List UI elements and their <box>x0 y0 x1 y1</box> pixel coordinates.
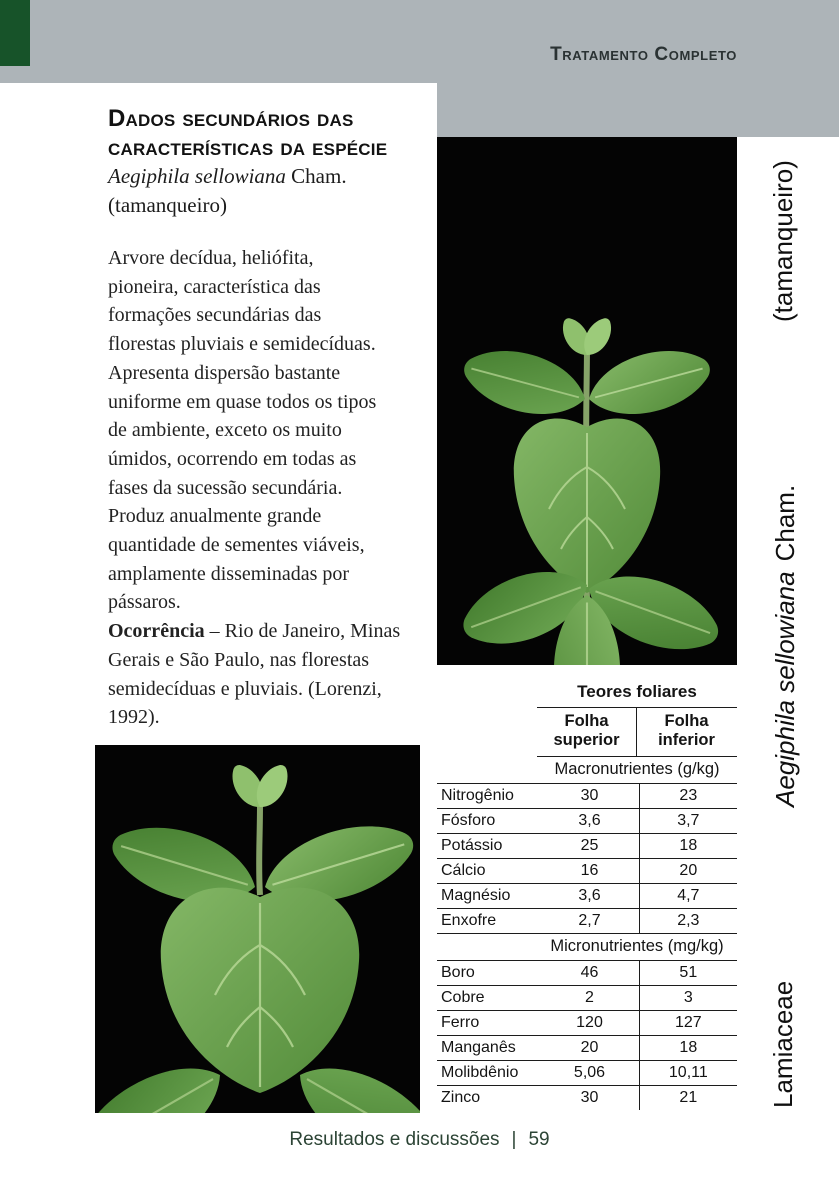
table-row <box>437 1011 737 1036</box>
running-head: Tratamento Completo <box>550 44 737 65</box>
paragraph-line: úmidos, ocorrendo em todas as <box>108 447 357 470</box>
foliar-table <box>437 682 737 1110</box>
value-folha-superior: 46 <box>580 964 599 981</box>
paragraph-line: Produz anualmente grande <box>108 505 322 528</box>
nutrient-label: Fósforo <box>441 812 496 829</box>
nutrient-label: Enxofre <box>441 912 497 929</box>
occurrence-text: – Rio de Janeiro, Minas <box>204 620 401 643</box>
macronutrients-header: Macronutrientes (g/kg) <box>554 760 720 778</box>
micronutrients-header: Micronutrientes (mg/kg) <box>550 937 724 955</box>
value-folha-superior: 30 <box>580 1089 599 1106</box>
footer-page-number: 59 <box>528 1129 550 1150</box>
table-row <box>437 884 737 909</box>
table-row <box>437 1086 737 1110</box>
table-row <box>437 1036 737 1061</box>
value-folha-inferior: 3,7 <box>639 809 737 833</box>
occurrence-line: semidecíduas e pluviais. (Lorenzi, <box>108 677 382 700</box>
macronutrient-rows <box>437 784 737 934</box>
margin-common-name: (tamanqueiro) <box>768 160 798 322</box>
column-header-inferior: Folha inferior <box>636 708 736 756</box>
table-row <box>437 834 737 859</box>
nutrient-label: Ferro <box>441 1014 480 1031</box>
margin-species-italic: Aegiphila sellowiana <box>770 571 800 807</box>
nutrient-label: Cobre <box>441 989 485 1006</box>
table-row <box>437 961 737 986</box>
table-header-row <box>437 708 737 756</box>
plant-illustration <box>437 137 737 665</box>
header-spacer <box>437 708 537 756</box>
left-text-column <box>108 104 448 732</box>
value-folha-superior: 16 <box>580 862 599 879</box>
table-title: Teores foliares <box>577 682 697 701</box>
paragraph-line: formações secundárias das <box>108 304 322 327</box>
occurrence-line: Gerais e São Paulo, nas florestas <box>108 648 370 671</box>
header-band-right-extension <box>437 83 839 137</box>
footer-separator: | <box>511 1129 517 1150</box>
paragraph-line: de ambiente, exceto os muito <box>108 419 342 442</box>
occurrence-line <box>108 617 448 646</box>
description-paragraph <box>108 244 448 732</box>
margin-family-name: Lamiaceae <box>768 980 798 1108</box>
paragraph-line: Arvore decídua, heliófita, <box>108 247 314 269</box>
paragraph-line: florestas pluviais e semidecíduas. <box>108 333 376 356</box>
nutrient-label: Nitrogênio <box>441 787 514 804</box>
nutrient-label: Potássio <box>441 837 503 854</box>
value-folha-superior: 2,7 <box>578 912 601 929</box>
section-heading: Dados secundários das características da espécie <box>108 105 388 161</box>
value-folha-superior: 120 <box>576 1014 603 1031</box>
footer-section-label: Resultados e discussões <box>289 1129 500 1150</box>
header-band <box>0 0 839 83</box>
value-folha-inferior: 127 <box>639 1011 737 1035</box>
value-folha-superior: 20 <box>580 1039 599 1056</box>
value-folha-inferior: 20 <box>639 859 737 883</box>
value-folha-inferior: 4,7 <box>639 884 737 908</box>
value-folha-inferior: 51 <box>639 961 737 985</box>
margin-species-author: Cham. <box>770 484 800 562</box>
table-row <box>437 986 737 1011</box>
value-folha-inferior: 3 <box>639 986 737 1010</box>
paragraph-line: pioneira, característica das <box>108 275 321 298</box>
nutrient-label: Molibdênio <box>441 1064 519 1081</box>
value-folha-superior: 5,06 <box>573 1064 606 1081</box>
nutrient-label: Boro <box>441 964 475 981</box>
table-row <box>437 809 737 834</box>
corner-tab <box>0 0 30 66</box>
plant-illustration <box>95 745 420 1113</box>
plant-photo-bottom <box>95 745 420 1113</box>
margin-species-name <box>769 485 801 807</box>
table-row <box>437 859 737 884</box>
value-folha-superior: 25 <box>580 837 599 854</box>
value-folha-inferior: 2,3 <box>639 909 737 933</box>
nutrient-label: Magnésio <box>441 887 511 904</box>
value-folha-superior: 2 <box>585 989 594 1006</box>
species-author: Cham. <box>291 164 347 188</box>
species-name: Aegiphila sellowiana <box>108 164 286 188</box>
table-row <box>437 909 737 934</box>
value-folha-inferior: 23 <box>639 784 737 808</box>
micronutrient-rows <box>437 961 737 1110</box>
table-row <box>437 784 737 809</box>
paragraph-line: fases da sucessão secundária. <box>108 476 343 499</box>
value-folha-inferior: 18 <box>639 1036 737 1060</box>
value-folha-superior: 3,6 <box>578 887 601 904</box>
occurrence-label: Ocorrência <box>108 620 205 643</box>
paragraph-line: pássaros. <box>108 591 181 614</box>
value-folha-superior: 3,6 <box>578 812 601 829</box>
paragraph-line: uniforme em quase todos os tipos <box>108 390 377 413</box>
column-header-superior: Folha superior <box>553 712 620 749</box>
table-row <box>437 1061 737 1086</box>
value-folha-inferior: 21 <box>639 1086 737 1110</box>
page-footer <box>0 1129 839 1151</box>
nutrient-label: Cálcio <box>441 862 486 879</box>
nutrient-label: Manganês <box>441 1039 516 1056</box>
paragraph-line: amplamente disseminadas por <box>108 562 350 585</box>
paragraph-line: quantidade de sementes viáveis, <box>108 534 365 557</box>
value-folha-inferior: 18 <box>639 834 737 858</box>
paragraph-line: Apresenta dispersão bastante <box>108 361 341 384</box>
nutrient-label: Zinco <box>441 1089 481 1106</box>
value-folha-inferior: 10,11 <box>639 1061 737 1085</box>
value-folha-superior: 30 <box>580 787 599 804</box>
species-name-line <box>108 162 448 191</box>
occurrence-line: 1992). <box>108 706 160 729</box>
plant-photo-top <box>437 137 737 665</box>
common-name: (tamanqueiro) <box>108 193 227 217</box>
